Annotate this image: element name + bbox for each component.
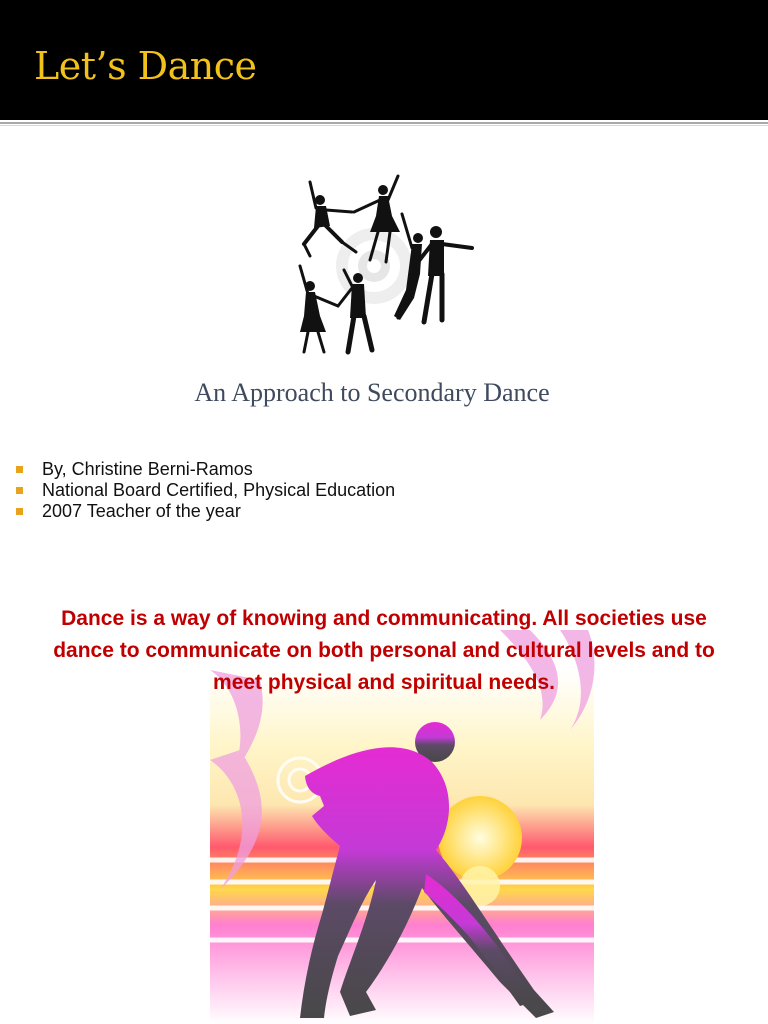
credit-certification-text: National Board Certified, Physical Education bbox=[42, 480, 396, 500]
dance-quote: Dance is a way of knowing and communicating. All societies use dance to communicate on both personal and cultural levels and to meet physical and spiritual needs. bbox=[53, 607, 715, 694]
credits-list bbox=[16, 459, 395, 522]
title-divider bbox=[0, 122, 768, 124]
square-bullet-icon bbox=[16, 508, 23, 515]
credit-author bbox=[16, 459, 395, 480]
dancers-silhouette-image bbox=[290, 170, 480, 360]
title-divider-thin bbox=[0, 125, 768, 126]
credit-author-text: By, Christine Berni-Ramos bbox=[42, 459, 253, 479]
slide-title: Let’s Dance bbox=[34, 44, 257, 88]
slide-subtitle: An Approach to Secondary Dance bbox=[194, 378, 550, 407]
square-bullet-icon bbox=[16, 466, 23, 473]
title-bar bbox=[0, 0, 768, 120]
square-bullet-icon bbox=[16, 487, 23, 494]
credit-award bbox=[16, 501, 395, 522]
credit-certification bbox=[16, 480, 395, 501]
credit-award-text: 2007 Teacher of the year bbox=[42, 501, 241, 521]
